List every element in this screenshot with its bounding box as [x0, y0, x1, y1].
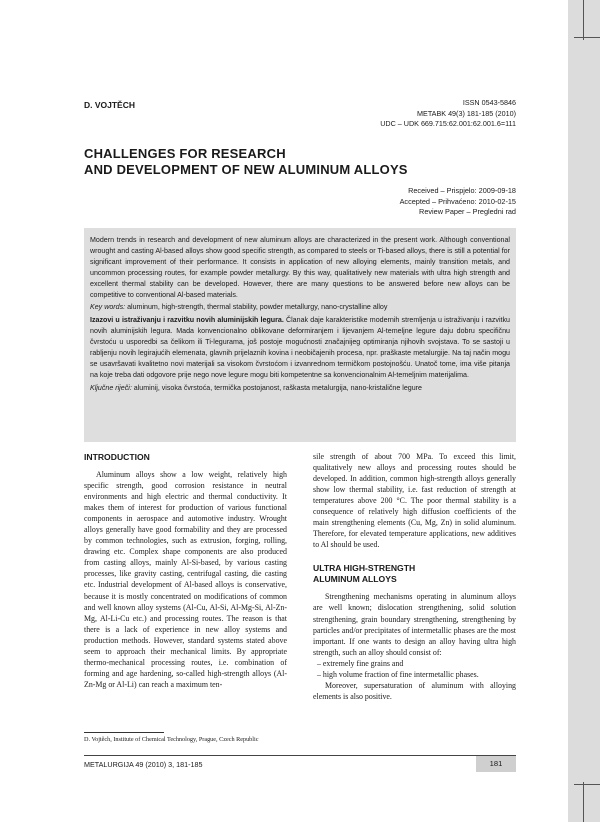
croatian-keywords-text: aluminij, visoka čvrstoća, termička postojanost, raškasta metalurgija, nano-kristalične legure: [131, 383, 422, 392]
keywords-croatian: [90, 383, 510, 394]
crop-mark-bottom: [583, 782, 584, 822]
author-affiliation-footnote: D. Vojtěch, Institute of Chemical Technology, Prague, Czech Republic: [84, 736, 259, 743]
article-dates: [400, 186, 516, 218]
footnote-rule: [84, 732, 164, 733]
introduction-heading: INTRODUCTION: [84, 452, 150, 462]
heading-line-2: ALUMINUM ALLOYS: [313, 574, 397, 585]
page-number: 181: [476, 756, 516, 772]
continued-text: sile strength of about 700 MPa. To exceed this limit, qualitatively new alloys and processing routes should be developed. In addition, common high-strength alloys generally show low thermal stability, i.e. fast reduction of strength at temperatures above 200 °C. The poor thermal stability is a consequence of relatively high diffusion coefficients of the main strengthening elements (Cu, Mg, Zn) in solid aluminum. Therefore, for elevated temperature applications, new additives to Al should be used.: [313, 452, 516, 550]
list-item: – high volume fraction of fine intermetallic phases.: [317, 669, 479, 679]
crop-mark-top-h: [574, 37, 600, 38]
author-header: D. VOJTĚCH: [84, 100, 136, 110]
right-column: [313, 451, 516, 702]
abstract-english: Modern trends in research and development of new aluminum alloys are characterized in the present work. Although conventional wrought and casting Al-based alloys show good specific strength, as compared to steels or Ti-based alloys, there is still a potential for significant improvement of their performance. It consists in application of new alloying elements, mainly transition metals, and uncommon processing routes, for example powder metallurgy. By this way, qualitatively new materials with ultra high strength and excellent thermal stability can be developed. However, there are many questions to be answered before new alloys can be competitive to conventional Al-based materials.: [90, 236, 510, 299]
journal-citation: METALURGIJA 49 (2010) 3, 181-185: [84, 760, 203, 769]
keywords-text: aluminum, high-strength, thermal stability, powder metallurgy, nano-crystalline alloy: [125, 303, 388, 312]
heading-line-1: ULTRA HIGH-STRENGTH: [313, 563, 416, 574]
publication-ids: [380, 98, 516, 130]
page-footer: [84, 755, 516, 771]
ultra-high-strength-heading: [313, 563, 516, 585]
udc: UDC – UDK 669.715:62.001:62.001.6=111: [380, 119, 516, 128]
issn: ISSN 0543-5846: [462, 98, 516, 107]
introduction-text: Aluminum alloys show a low weight, relatively high specific strength, good corrosion resistance in neutral environments and high electric and thermal conductivity. It makes them of interest for production of various functional components in aerospace and automotive industry. Wrought alloys generally have good formability and they are processed by common technologies, such as extrusion, forging, rolling, drawing etc. Complex shape components are also produced from casting alloys, mainly Al-Si-based, by various casting processes, like gravity casting, centrifugal casting, die casting etc. Industrial development of Al-based alloys is conservative, because it is mostly concentrated on modifications of common and well known alloy systems (Al-Cu, Al-Si, Al-Mg-Si, Al-Zn-Mg, Al-Li-Cu etc.) and processing routes. The reason is that there is a lack of experience in new alloy systems and production methods. However, standard systems stated above seem to approach their mechanical limits. By appropriate thermo-mechanical processing routes, i.e. combination of forming and age hardening, so-called high-strength alloys (Al-Zn-Mg or Al-Li) can reach a maximum ten-: [84, 470, 287, 689]
received-date: Received – Prispjelo: 2009-09-18: [408, 186, 516, 195]
paper-type: Review Paper – Pregledni rad: [419, 207, 516, 216]
article-title: [84, 146, 408, 178]
crop-mark-top: [583, 0, 584, 40]
keywords-english: [90, 302, 510, 313]
abstract-croatian: [90, 315, 510, 380]
abstract-box: [84, 228, 516, 442]
keywords-label: Key words:: [90, 303, 126, 312]
title-line-1: CHALLENGES FOR RESEARCH: [84, 146, 286, 161]
title-line-2: AND DEVELOPMENT OF NEW ALUMINUM ALLOYS: [84, 162, 408, 177]
list-item: – extremely fine grains and: [317, 658, 404, 668]
page-edge: [568, 0, 600, 822]
metabk: METABK 49(3) 181-185 (2010): [417, 108, 516, 118]
left-column: [84, 452, 287, 690]
croatian-keywords-label: Ključne riječi:: [90, 383, 132, 392]
crop-mark-bottom-h: [574, 784, 600, 785]
croatian-body: Članak daje karakteristike modernih stremljenja u istraživanju i razvitku novih aluminijskih legura. Mada konvencionalno oblikovane deformiranjem i lijevanjem Al-temeljne legure daju dobru specifičnu čvrstoću u usporedbi sa čelikom ili Ti-legurama, još postoje mogućnosti značajnijeg optimiranja njihovih svojstava. To se sastoji u rabljenju novih legirajućih elemenata, glavnih prijelaznih kovina i neobičajenih procesa, npr. praškaste metalurgije. Na taj način mogu se usavršavati kvalitetno novi materijali sa visokom čvrstoćom i izvanrednom termičkom postojnošću. Unatoč tome, ima više pitanja na koje treba dati odgovore prije nego nove legure mogu biti kompetentne sa konvencionalnim Al-temeljnim materijalima.: [90, 316, 510, 379]
supersaturation-paragraph: Moreover, supersaturation of aluminum with alloying elements is also positive.: [313, 680, 516, 701]
strengthening-paragraph: Strengthening mechanisms operating in aluminum alloys are well known; dislocation strengthening, solid solution strengthening, grain boundary strengthening, strengthening by particles and/or precipitates of intermetallic phases are the most important. If one wants to design an alloy having ultra high strength, such an alloy should consist of:: [313, 592, 516, 657]
croatian-title: Izazovi u istraživanju i razvitku novih aluminijskih legura.: [90, 316, 284, 325]
accepted-date: Accepted – Prihvaćeno: 2010-02-15: [399, 196, 516, 206]
